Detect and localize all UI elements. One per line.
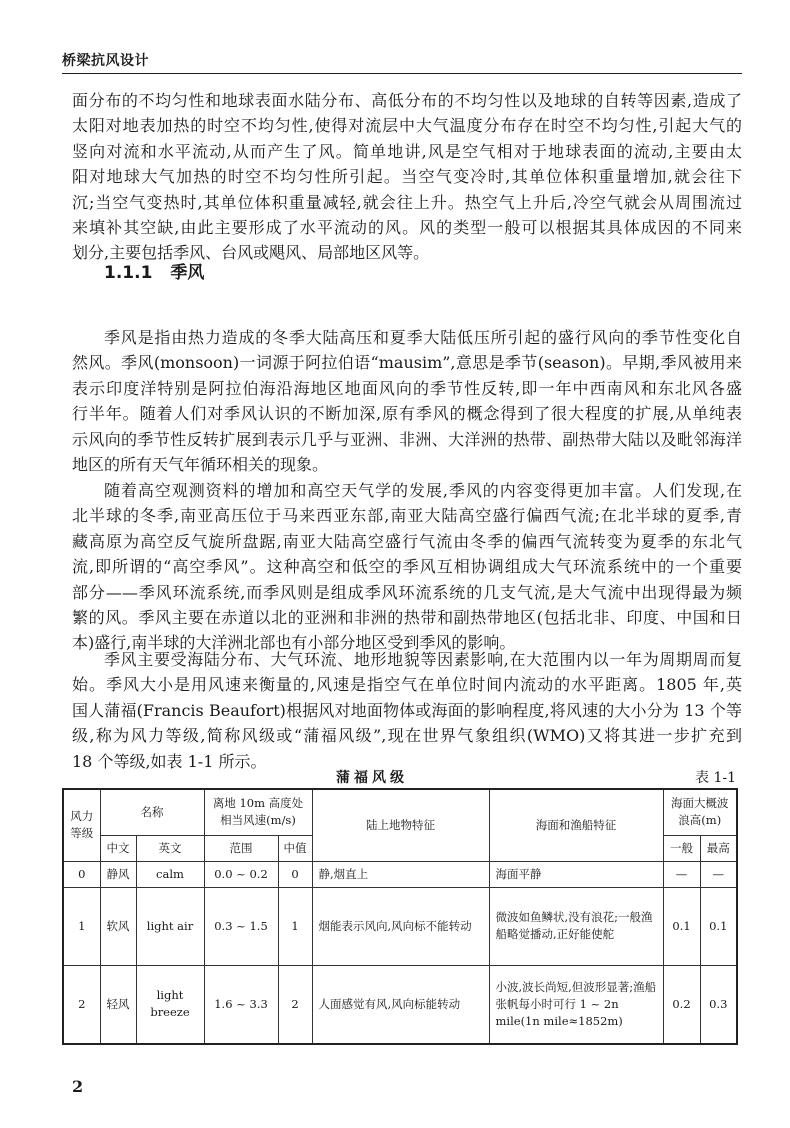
- header-cn: 中文: [100, 835, 136, 861]
- text-line: 面分布的不均匀性和地球表面水陆分布、高低分布的不均匀性以及地球的自转等因素,造成了: [72, 91, 742, 110]
- text-line: 沉;当空气变热时,其单位体积重量减轻,就会往上升。热空气上升后,冷空气就会从周围流过: [72, 192, 742, 212]
- cell-range: 0.0 ~ 0.2: [204, 861, 278, 887]
- beaufort-table: [62, 788, 738, 1045]
- text-line: 18 个等级,如表 1-1 所示。: [72, 751, 267, 771]
- cell-cn: 软风: [100, 887, 136, 965]
- text-line: 藏高原为高空反气旋所盘踞,南亚大陆高空盛行气流由冬季的偏西气流转变为夏季的东北气: [72, 531, 742, 551]
- text-line: 季风是指由热力造成的冬季大陆高压和夏季大陆低压所引起的盛行风向的季节性变化自: [104, 328, 742, 347]
- table-title: 蒲福风级: [336, 770, 408, 786]
- header-mid: 中值: [278, 835, 312, 861]
- header-sea: 海面和渔船特征: [489, 789, 663, 861]
- cell-max: —: [700, 861, 737, 887]
- cell-max: 0.3: [700, 965, 737, 1044]
- text-line: 太阳对地表加热的时空不均匀性,使得对流层中大气温度分布存在时空不均匀性,引起大气的: [72, 116, 742, 136]
- cell-en: light breeze: [136, 965, 204, 1044]
- text-line: 竖向对流和水平流动,从而产生了风。简单地讲,风是空气相对于地球表面的流动,主要由太: [72, 141, 742, 161]
- text-line: 行半年。随着人们对季风认识的不断加深,原有季风的概念得到了很大程度的扩展,从单纯表: [72, 404, 742, 424]
- header-speed: 离地 10m 高度处相当风速(m/s): [204, 789, 312, 835]
- cell-land: 人面感觉有风,风向标能转动: [312, 965, 489, 1044]
- header-wave: 海面大概波浪高(m): [663, 789, 737, 835]
- header-max: 最高: [700, 835, 737, 861]
- text-line: 地区的所有天气年循环相关的现象。: [72, 454, 329, 474]
- text-line: 来填补其空缺,由此主要形成了水平流动的风。风的类型一般可以根据其具体成因的不同来: [72, 217, 742, 237]
- section-heading: [104, 258, 222, 283]
- section-title: 季风: [170, 263, 205, 283]
- cell-sea: 微波如鱼鳞状,没有浪花;一般渔船略觉播动,正好能使舵: [489, 887, 663, 965]
- text-line: 随着高空观测资料的增加和高空天气学的发展,季风的内容变得更加丰富。人们发现,在: [104, 481, 742, 500]
- text-line: 示风向的季节性反转扩展到表示几乎与亚洲、非洲、大洋洲的热带、副热带大陆以及毗邻海洋: [72, 429, 742, 449]
- header-normal: 一般: [663, 835, 700, 861]
- text-line: 始。季风大小是用风速来衡量的,风速是指空气在单位时间内流动的水平距离。1805 年,英: [72, 675, 742, 695]
- text-line: 本)盛行,南半球的大洋洲北部也有小部分地区受到季风的影响。: [72, 633, 516, 653]
- text-line: 部分——季风环流系统,而季风则是组成季风环流系统的几支气流,是大气流中出现得最为频: [72, 582, 742, 602]
- header-name: 名称: [100, 789, 204, 835]
- cell-level: 0: [63, 861, 100, 887]
- text-line: 繁的风。季风主要在赤道以北的亚洲和非洲的热带和副热带地区(包括北非、印度、中国和日: [72, 607, 742, 627]
- running-header: 桥梁抗风设计: [62, 53, 149, 69]
- cell-level: 2: [63, 965, 100, 1044]
- header-land: 陆上地物特征: [312, 789, 489, 861]
- paragraph-wind-scale: [72, 647, 742, 774]
- table-row: [63, 965, 737, 1044]
- text-line: 季风主要受海陆分布、大气环流、地形地貌等因素影响,在大范围内以一年为周期周而复: [104, 650, 742, 669]
- cell-range: 0.3 ~ 1.5: [204, 887, 278, 965]
- header-en: 英文: [136, 835, 204, 861]
- text-line: 阳对地球大气加热的时空不均匀性所引起。当空气变冷时,其单位体积重量增加,就会往下: [72, 167, 742, 187]
- cell-sea: 海面平静: [489, 861, 663, 887]
- cell-normal: 0.1: [663, 887, 700, 965]
- paragraph-monsoon-definition: [72, 325, 742, 477]
- cell-level: 1: [63, 887, 100, 965]
- cell-normal: 0.2: [663, 965, 700, 1044]
- cell-land: 烟能表示风向,风向标不能转动: [312, 887, 489, 965]
- paragraph-upper-air-monsoon: [72, 478, 742, 656]
- cell-mid: 0: [278, 861, 312, 887]
- text-line: 表示印度洋特别是阿拉伯海沿海地区地面风向的季节性反转,即一年中西南风和东北风各盛: [72, 378, 742, 398]
- text-line: 划分,主要包括季风、台风或飓风、局部地区风等。: [72, 243, 430, 263]
- table-number: 表 1-1: [695, 770, 736, 786]
- section-number: 1.1.1: [104, 263, 153, 283]
- cell-sea: 小波,波长尚短,但波形显著;渔船张帆每小时可行 1 ~ 2n mile(1n mile≈1852m): [489, 965, 663, 1044]
- cell-range: 1.6 ~ 3.3: [204, 965, 278, 1044]
- cell-max: 0.1: [700, 887, 737, 965]
- header-rule: [62, 73, 742, 74]
- paragraph-intro: [72, 88, 742, 266]
- cell-en: calm: [136, 861, 204, 887]
- header-level: 风力等级: [63, 789, 100, 861]
- table-row: [63, 887, 737, 965]
- text-line: 流,即所谓的“高空季风”。这种高空和低空的季风互相协调组成大气环流系统中的一个重要: [72, 557, 742, 577]
- header-range: 范围: [204, 835, 278, 861]
- table-row: [63, 861, 737, 887]
- cell-en: light air: [136, 887, 204, 965]
- cell-land: 静,烟直上: [312, 861, 489, 887]
- text-line: 北半球的冬季,南亚高压位于马来西亚东部,南亚大陆高空盛行偏西气流;在北半球的夏季,青: [72, 506, 742, 526]
- cell-mid: 2: [278, 965, 312, 1044]
- cell-cn: 静风: [100, 861, 136, 887]
- page-number: 2: [72, 1077, 84, 1096]
- cell-normal: —: [663, 861, 700, 887]
- text-line: 级,称为风力等级,简称风级或“蒲福风级”,现在世界气象组织(WMO)又将其进一步扩充到: [72, 726, 742, 746]
- cell-mid: 1: [278, 887, 312, 965]
- cell-cn: 轻风: [100, 965, 136, 1044]
- text-line: 国人蒲福(Francis Beaufort)根据风对地面物体或海面的影响程度,将风速的大小分为 13 个等: [72, 700, 742, 720]
- text-line: 然风。季风(monsoon)一词源于阿拉伯语“mausim”,意思是季节(season)。早期,季风被用来: [72, 353, 742, 373]
